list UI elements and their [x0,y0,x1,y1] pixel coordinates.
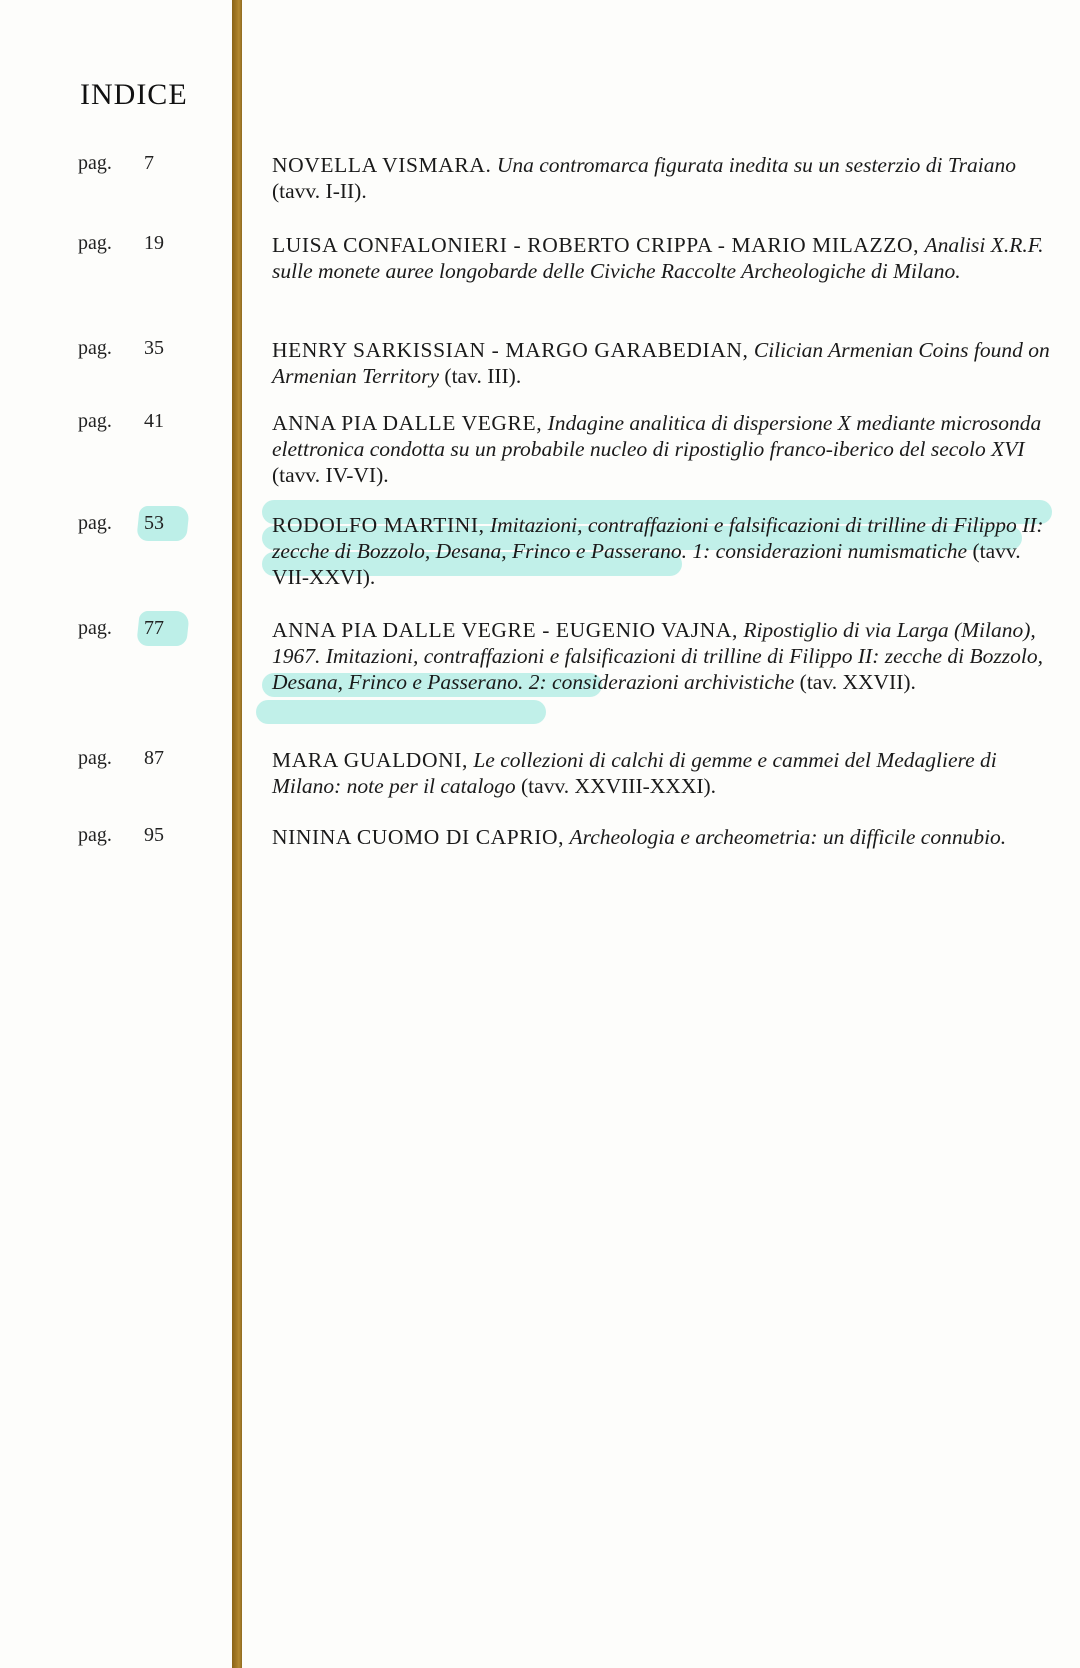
page-label: pag. [78,747,112,769]
highlight-mark [256,700,546,724]
entry-note: (tavv. VII-XXVI). [272,539,1021,589]
entry-author: RODOLFO MARTINI, [272,513,485,537]
page-label: pag. [78,410,112,432]
entry-title: Le collezioni di calchi di gemme e cammei del Medagliere di Milano: note per il catalogo [272,748,997,798]
entry-title: Una contromarca figurata inedita su un sesterzio di Traiano [496,153,1017,177]
page-number: 35 [144,337,164,359]
entry-text [272,512,1050,590]
page-number: 87 [144,747,164,769]
page-label: pag. [78,337,112,359]
entry-note: (tavv. XXVIII-XXXI). [521,774,717,798]
entry-text [272,824,1050,850]
page-label: pag. [78,824,112,846]
entry-author: HENRY SARKISSIAN - MARGO GARABEDIAN, [272,338,749,362]
entry-author: NOVELLA VISMARA. [272,153,492,177]
entry-note: (tav. III). [444,364,522,388]
entry-author: NININA CUOMO DI CAPRIO, [272,825,565,849]
entry-author: ANNA PIA DALLE VEGRE, [272,411,543,435]
entry-title: Indagine analitica di dispersione X mediante microsonda elettronica condotta su un probabile nucleo di ripostiglio franco-iberico del secolo XVI [272,411,1042,461]
entry-text [272,747,1050,799]
page-number: 77 [144,617,164,639]
page-label: pag. [78,512,112,534]
entry-title: Cilician Armenian Coins found on Armenian Territory [272,338,1050,388]
page-number: 95 [144,824,164,846]
entry-title: Analisi X.R.F. sulle monete auree longobarde delle Civiche Raccolte Archeologiche di Milano. [272,233,1044,283]
entry-author: ANNA PIA DALLE VEGRE - EUGENIO VAJNA, [272,618,738,642]
entry-note: (tavv. IV-VI). [272,463,389,487]
entry-note: (tavv. I-II). [272,179,367,203]
entry-title: Ripostiglio di via Larga (Milano), 1967. Imitazioni, contraffazioni e falsificazioni di trilline di Filippo II: zecche di Bozzolo, Desana, Frinco e Passerano. 2: considerazioni archivistiche [272,618,1043,694]
entry-title: Archeologia e archeometria: un difficile connubio. [569,825,1007,849]
entry-text [272,410,1050,488]
entry-text [272,152,1050,204]
page-title: INDICE [80,78,188,111]
page-label: pag. [78,232,112,254]
page-number: 19 [144,232,164,254]
page-label: pag. [78,152,112,174]
vertical-rule [232,0,242,1668]
page-number: 41 [144,410,164,432]
page-number: 53 [144,512,164,534]
entry-author: LUISA CONFALONIERI - ROBERTO CRIPPA - MARIO MILAZZO, [272,233,920,257]
entry-author: MARA GUALDONI, [272,748,468,772]
entry-text [272,337,1050,389]
entry-title: Imitazioni, contraffazioni e falsificazioni di trilline di Filippo II: zecche di Bozzolo, Desana, Frinco e Passerano. 1: considerazioni numismatiche [272,513,1044,563]
page-label: pag. [78,617,112,639]
entry-note: (tav. XXVII). [799,670,916,694]
entry-text [272,232,1050,284]
page-number: 7 [144,152,154,174]
entry-text [272,617,1050,695]
